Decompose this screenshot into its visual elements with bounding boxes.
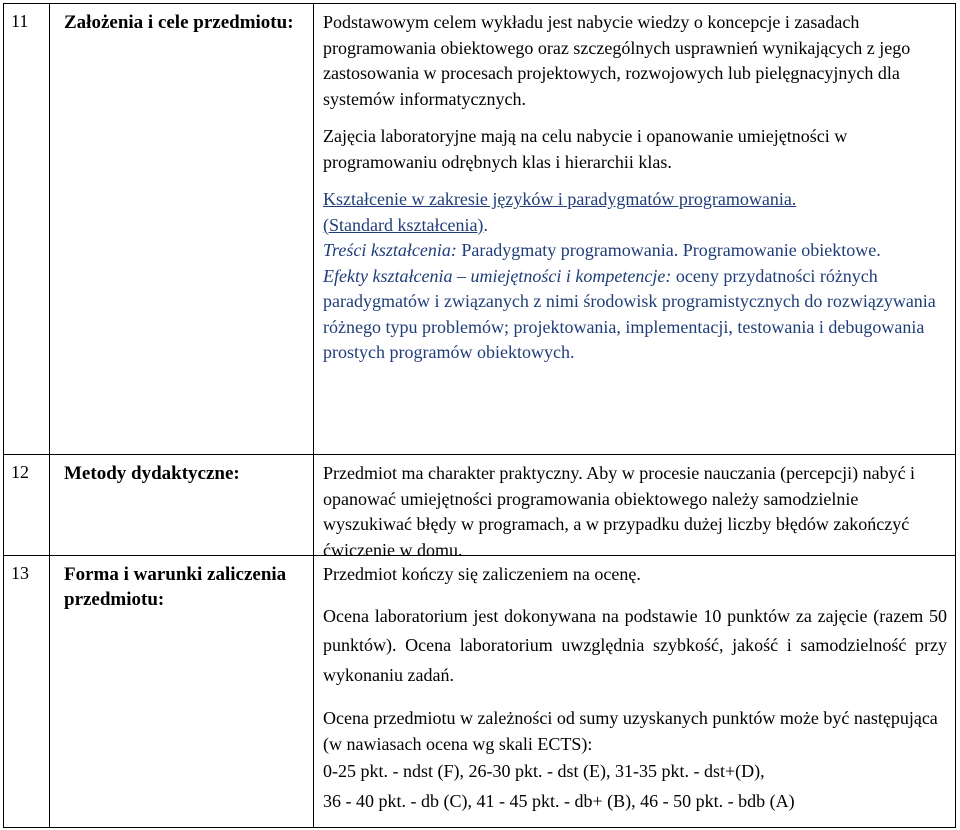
standard-link[interactable]: (Standard kształcenia) [323, 214, 484, 235]
tresci-text: Paradygmaty programowania. Programowanie obiektowe. [456, 240, 881, 260]
grade-line: 0-25 pkt. - ndst (F), 26-30 pkt. - dst (E), 31-35 pkt. - dst+(D), [323, 761, 765, 781]
paragraph: Zajęcia laboratoryjne mają na celu nabycie i opanowanie umiejętności w programowaniu odrębnych klas i hierarchii klas. [323, 126, 848, 172]
row-number: 12 [4, 455, 50, 555]
efekty-text: oceny przydatności różnych paradygmatów i związanych z nimi środowisk programistycznych do rozwiązywania różnego typu problemów; projektowania, implementacji, testowania i debugowania prostych programów obiektowych. [323, 265, 936, 362]
row-title: Forma i warunki zaliczenia przedmiotu: [50, 556, 314, 827]
paragraph: Ocena laboratorium jest dokonywana na podstawie 10 punktów za zajęcie (razem 50 punktów). Ocena laboratorium uwzględnia szybkość, jakość i samodzielność przy wykonaniu zadań. [323, 605, 947, 685]
paragraph: Ocena przedmiotu w zależności od sumy uzyskanych punktów może być następująca (w nawiasach ocena wg skali ECTS): [323, 708, 938, 754]
row-number: 13 [4, 556, 50, 827]
row-content [314, 455, 955, 560]
paragraph: Przedmiot kończy się zaliczeniem na ocenę. [323, 564, 641, 584]
tresci-label: Treści kształcenia: [323, 240, 457, 260]
paragraph: Podstawowym celem wykładu jest nabycie wiedzy o koncepcje i zasadach programowania obiektowego oraz szczególnych usprawnień wynikających z jego zastosowania w procesach projektowych, rozwojowych lub pielęgnacyjnych dla systemów informatycznych. [323, 12, 911, 109]
efekty-label: Efekty kształcenia – umiejętności i kompetencje: [323, 265, 672, 286]
grade-line: 36 - 40 pkt. - db (C), 41 - 45 pkt. - db+ (B), 46 - 50 pkt. - bdb (A) [323, 790, 795, 811]
standard-block [323, 187, 947, 366]
row-content [314, 4, 955, 454]
row-number: 11 [4, 4, 50, 454]
table-row [3, 556, 956, 828]
table-row [3, 455, 956, 560]
row-title: Założenia i cele przedmiotu: [50, 4, 314, 454]
row-content [314, 556, 955, 827]
standard-line: Kształcenie w zakresie języków i paradygmatów programowania. [323, 189, 797, 209]
paragraph: Przedmiot ma charakter praktyczny. Aby w procesie nauczania (percepcji) nabyć i opanować umiejętności programowania obiektowego należy samodzielnie wyszukiwać błędy w programach, a w przypadku dużej liczby błędów zakończyć ćwiczenie w domu. [323, 463, 916, 560]
standard-suffix: . [483, 214, 488, 235]
row-title: Metody dydaktyczne: [50, 455, 314, 555]
table-row [3, 3, 956, 455]
